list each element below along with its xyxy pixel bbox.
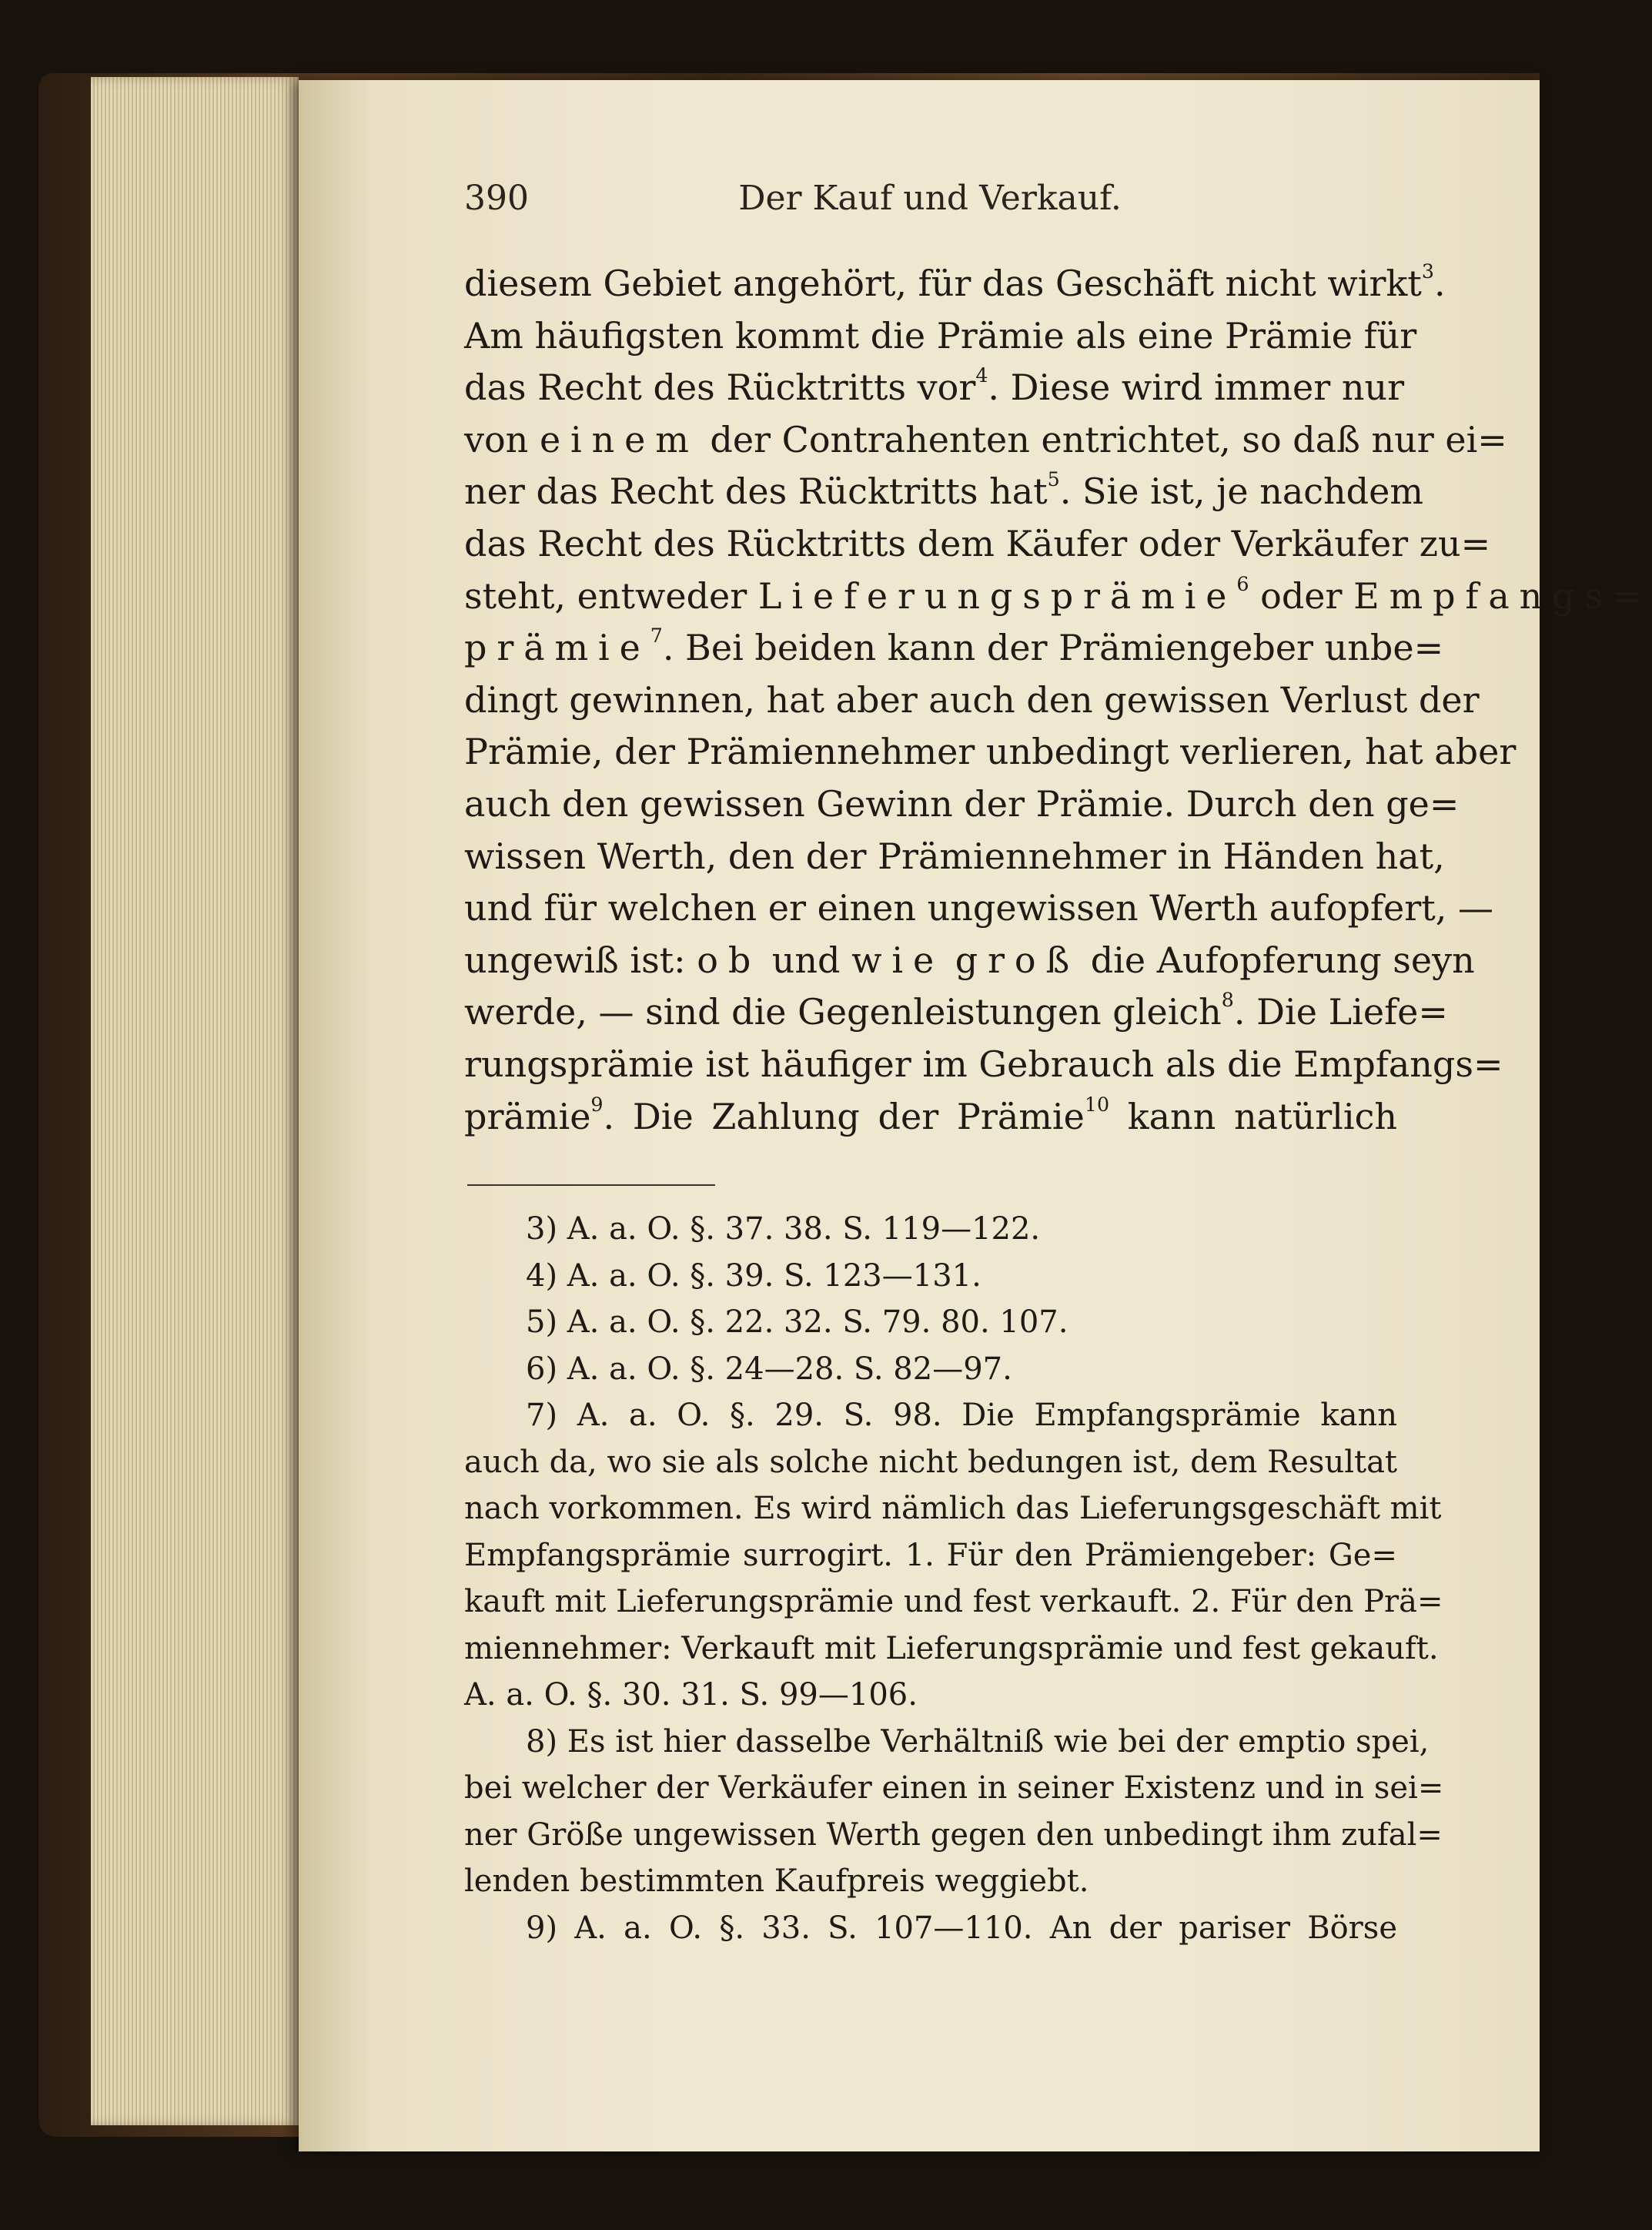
- footnote-line: ner Größe ungewissen Werth gegen den unbedingt ihm zufal=: [464, 1816, 1443, 1853]
- body-line: ungewiß ist: ob und wie groß die Aufopferung seyn: [464, 939, 1475, 981]
- footnote-line: 8) Es ist hier dasselbe Verhältniß wie bei der emptio spei,: [526, 1723, 1430, 1760]
- footnote-line: Empfangsprämie surrogirt. 1. Für den Prämiengeber: Ge=: [464, 1537, 1397, 1573]
- footnote-line: 6) A. a. O. §. 24—28. S. 82—97.: [526, 1351, 1012, 1387]
- body-line: Prämie, der Prämiennehmer unbedingt verlieren, hat aber: [464, 731, 1517, 773]
- footnote-line: 4) A. a. O. §. 39. S. 123—131.: [526, 1257, 982, 1294]
- body-line: rungsprämie ist häufiger im Gebrauch als die Empfangs=: [464, 1043, 1503, 1085]
- body-line: ner das Recht des Rücktritts hat$^5$. Sie ist, je nachdem: [464, 468, 1423, 513]
- page-header: [464, 179, 1396, 225]
- body-line: prämie$^9$. Die Zahlung der Prämie$^{10}$ kann natürlich: [464, 1093, 1397, 1137]
- body-line: Am häufigsten kommt die Prämie als eine Prämie für: [464, 314, 1417, 357]
- footnote-line: nach vorkommen. Es wird nämlich das Lieferungsgeschäft mit: [464, 1491, 1442, 1526]
- footnote-line: bei welcher der Verkäufer einen in seiner Existenz und in sei=: [464, 1770, 1444, 1806]
- body-line: das Recht des Rücktritts dem Käufer oder Verkäufer zu=: [464, 522, 1491, 564]
- footnote-line: 9) A. a. O. §. 33. S. 107—110. An der pariser Börse: [526, 1910, 1397, 1946]
- footnote-line: A. a. O. §. 30. 31. S. 99—106.: [464, 1677, 918, 1713]
- footnote-line: miennehmer: Verkauft mit Lieferungsprämie und fest gekauft.: [464, 1630, 1439, 1666]
- body-text: [464, 258, 1652, 1143]
- running-title: Der Kauf und Verkauf.: [738, 179, 1122, 218]
- body-line: wissen Werth, den der Prämiennehmer in Händen hat,: [464, 835, 1445, 877]
- footnote-separator: [467, 1184, 715, 1186]
- body-line: diesem Gebiet angehört, für das Geschäft nicht wirkt$^3$.: [464, 260, 1446, 304]
- footnote-line: lenden bestimmten Kaufpreis weggiebt.: [464, 1863, 1089, 1899]
- body-line: werde, — sind die Gegenleistungen gleich$^8$. Die Liefe=: [464, 989, 1448, 1033]
- body-line: das Recht des Rücktritts vor$^4$. Diese wird immer nur: [464, 364, 1405, 409]
- body-line: von einem der Contrahenten entrichtet, so daß nur ei=: [464, 418, 1507, 460]
- body-line: steht, entweder Lieferungsprämie$^6$ oder Empfangs=: [464, 572, 1652, 617]
- footnote-line: kauft mit Lieferungsprämie und fest verkauft. 2. Für den Prä=: [464, 1584, 1443, 1619]
- footnote-line: 5) A. a. O. §. 22. 32. S. 79. 80. 107.: [526, 1304, 1068, 1340]
- footnote-line: 7) A. a. O. §. 29. S. 98. Die Empfangsprämie kann: [526, 1398, 1397, 1433]
- body-line: und für welchen er einen ungewissen Werth aufopfert, —: [464, 887, 1493, 929]
- footnote-line: auch da, wo sie als solche nicht bedungen ist, dem Resultat: [464, 1444, 1397, 1480]
- footnotes: [464, 1206, 1444, 1951]
- body-line: auch den gewissen Gewinn der Prämie. Durch den ge=: [464, 782, 1460, 825]
- body-line: dingt gewinnen, hat aber auch den gewissen Verlust der: [464, 678, 1480, 721]
- page-number: 390: [464, 179, 529, 218]
- page-edges: [91, 77, 299, 2125]
- body-line: prämie$^7$. Bei beiden kann der Prämiengeber unbe=: [464, 624, 1444, 669]
- footnote-line: 3) A. a. O. §. 37. 38. S. 119—122.: [526, 1211, 1041, 1247]
